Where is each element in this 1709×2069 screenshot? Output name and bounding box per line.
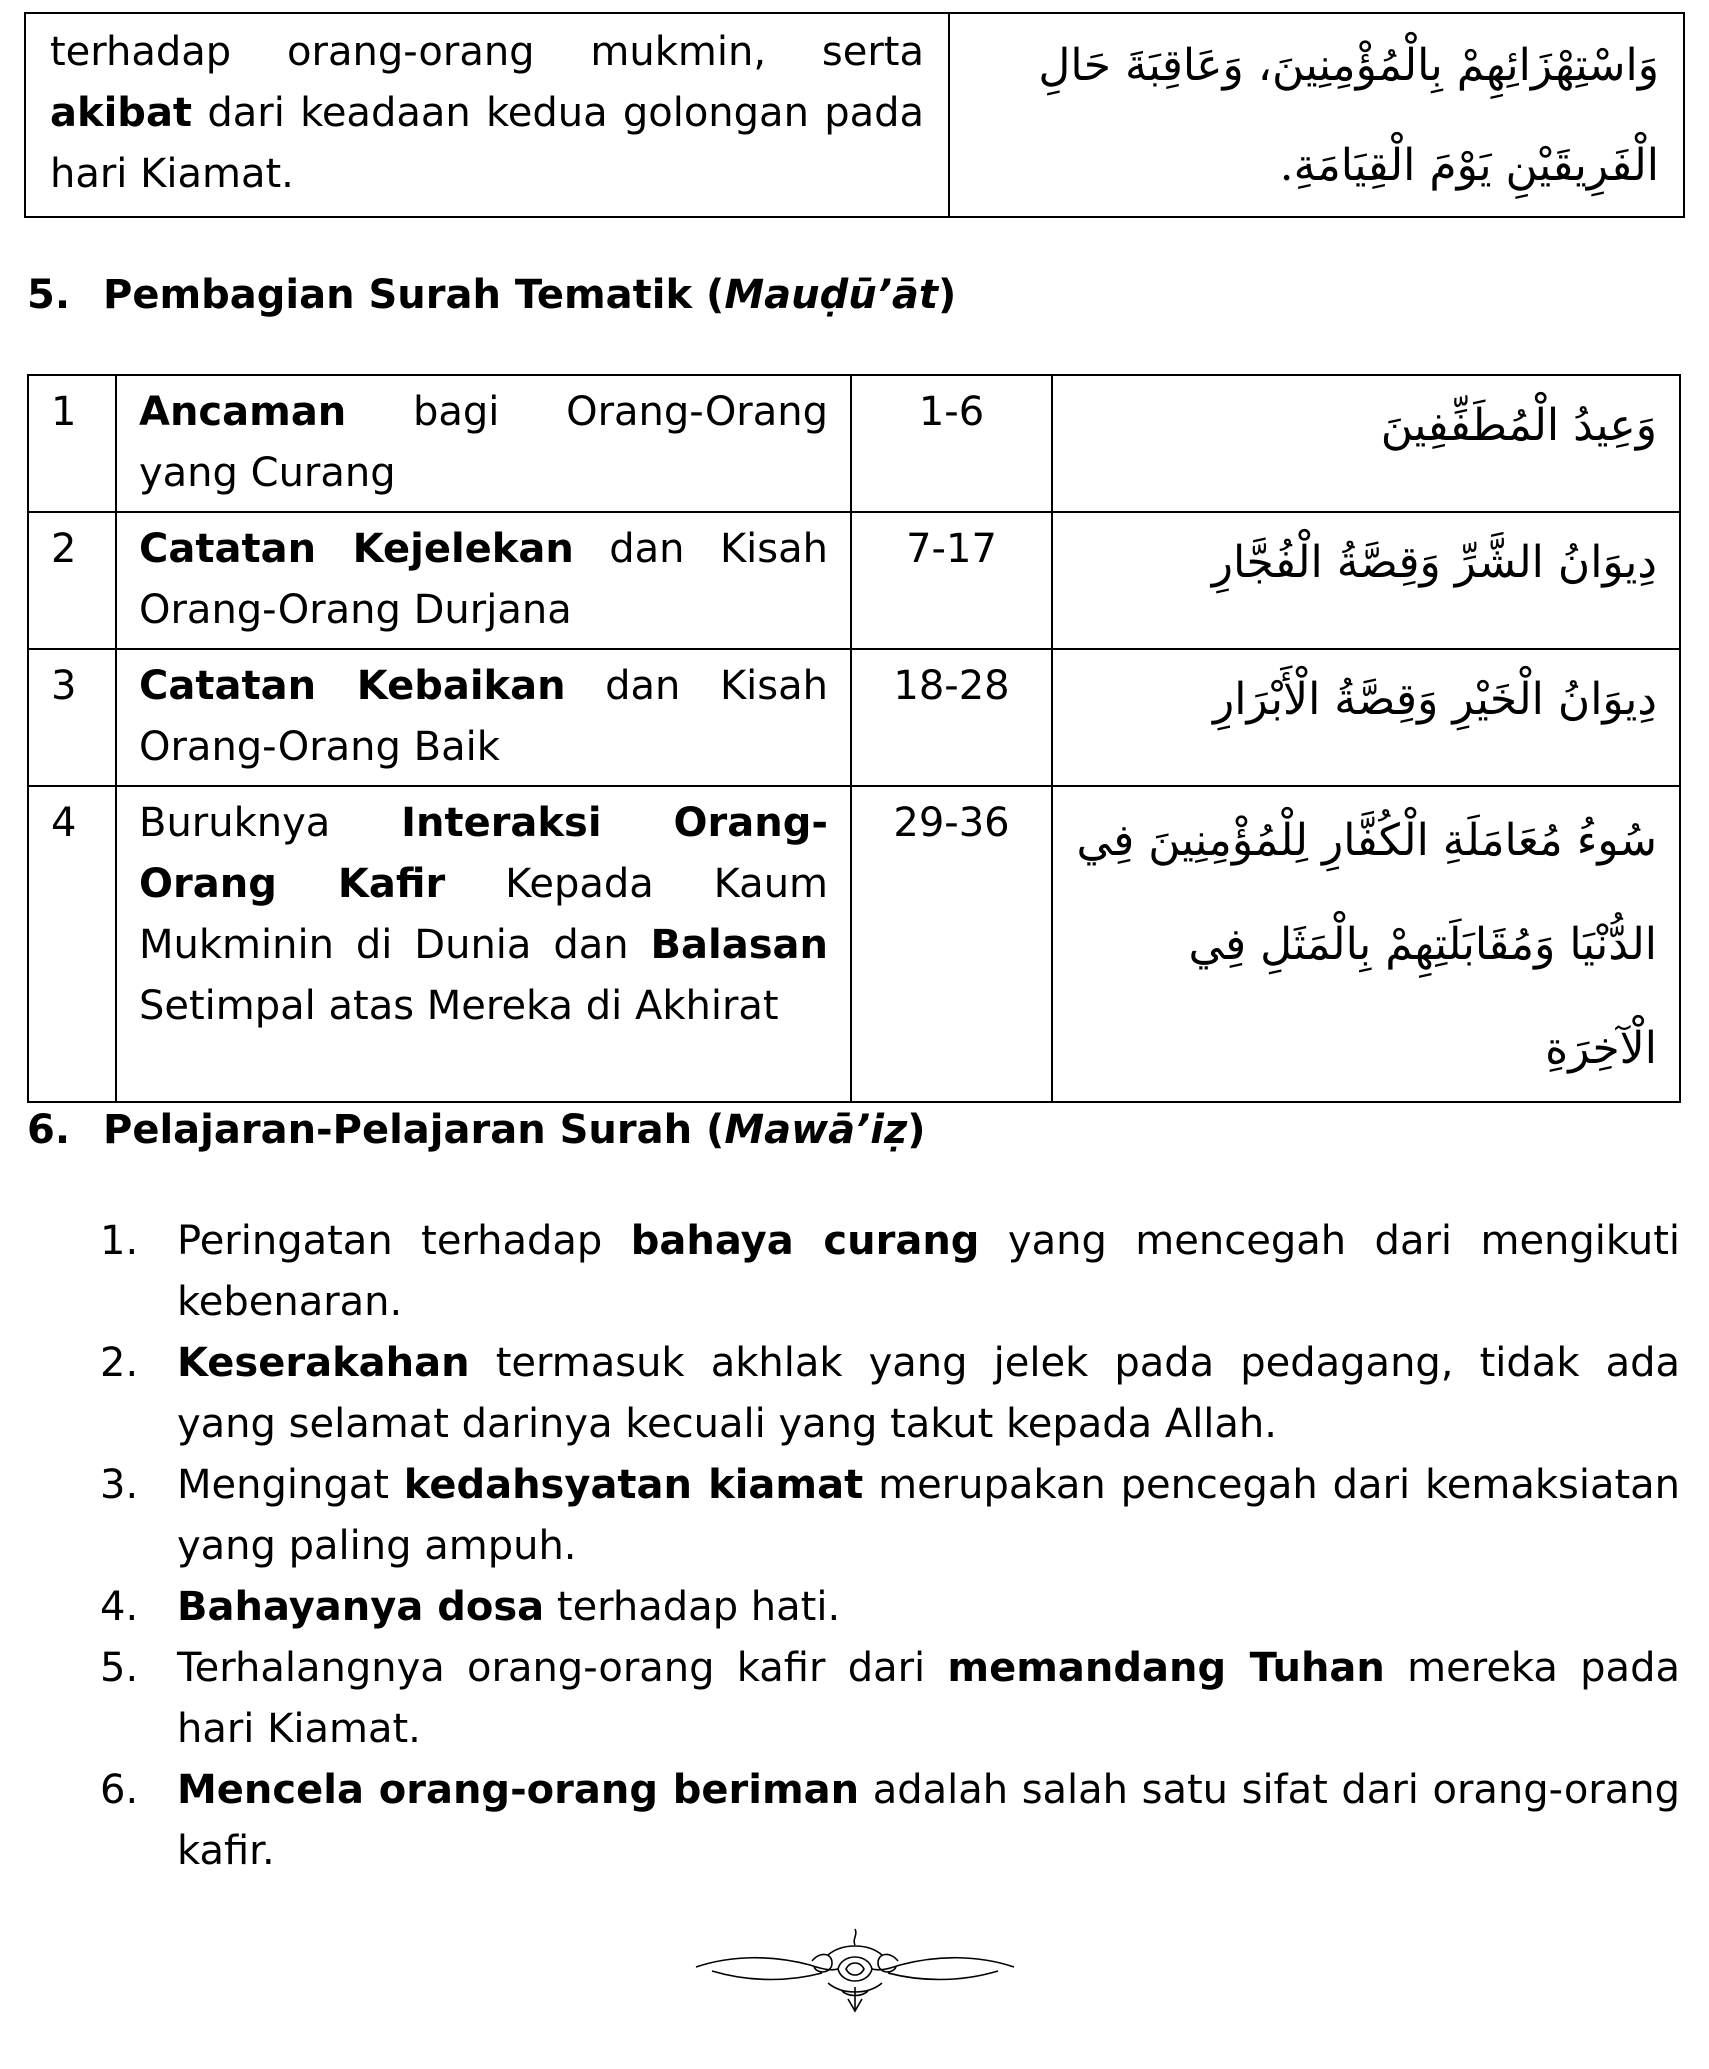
section-title: Pelajaran-Pelajaran Surah (Mawā’iẓ) — [103, 1107, 926, 1153]
theme-number: 4 — [28, 786, 116, 1102]
list-item — [100, 1455, 1680, 1577]
theme-number: 1 — [28, 375, 116, 512]
text-run: Peringatan terhadap — [177, 1218, 631, 1264]
list-item-number: 3. — [100, 1462, 139, 1508]
theme-title — [139, 793, 828, 1037]
list-item-text — [177, 1584, 840, 1630]
text-run: adalah salah satu sifat dari orang-orang kafir. — [177, 1767, 1680, 1874]
list-item-text — [177, 1645, 1680, 1752]
themes-table — [27, 374, 1681, 1103]
bold-text: Catatan Kejelekan — [139, 526, 574, 572]
text-run: terhadap hati. — [544, 1584, 841, 1630]
text-run: termasuk akhlak yang jelek pada pedagang, tidak ada yang selamat darinya kecuali yang takut kepada Allah. — [177, 1340, 1680, 1447]
text-run: terhadap orang-orang mukmin, serta — [50, 29, 924, 75]
list-item-text — [177, 1462, 1680, 1569]
arabic-text: دِيوَانُ الْخَيْرِ وَقِصَّةُ الْأَبْرَارِ — [1213, 674, 1657, 725]
list-item-text — [177, 1767, 1680, 1874]
table-row — [25, 13, 1684, 217]
bold-text: Balasan — [650, 922, 828, 968]
text-run: Setimpal atas Mereka di Akhirat — [139, 983, 779, 1029]
text-run: mereka pada hari Kiamat. — [177, 1645, 1680, 1752]
bold-text: bahaya curang — [630, 1218, 980, 1264]
text-run: dan Kisah Orang-Orang Baik — [139, 663, 828, 770]
table-row — [28, 786, 1680, 1102]
section-title-italic: Mawā’iẓ — [724, 1107, 908, 1153]
theme-title-cell — [116, 649, 851, 786]
list-item-text — [177, 1340, 1680, 1447]
bold-text: Catatan Kebaikan — [139, 663, 566, 709]
bold-text: Bahayanya dosa — [177, 1584, 545, 1630]
list-item — [100, 1577, 1680, 1638]
arabic-cell — [1052, 375, 1680, 512]
list-item — [100, 1760, 1680, 1882]
verse-range: 18-28 — [851, 649, 1052, 786]
latin-text — [50, 22, 924, 205]
table-row — [28, 375, 1680, 512]
section-number: 5. — [27, 272, 71, 318]
section-number: 6. — [27, 1107, 71, 1153]
section-6-heading — [27, 1105, 926, 1155]
theme-title — [139, 656, 828, 778]
list-item-number: 6. — [100, 1767, 139, 1813]
arabic-cell — [1052, 512, 1680, 649]
theme-title-cell — [116, 512, 851, 649]
section-5-heading — [27, 270, 956, 320]
verse-range: 1-6 — [851, 375, 1052, 512]
arabic-text: دِيوَانُ الشَّرِّ وَقِصَّةُ الْفُجَّارِ — [1211, 537, 1657, 588]
text-run: merupakan pencegah dari kemaksiatan yang paling ampuh. — [177, 1462, 1680, 1569]
ornament-divider-icon — [692, 1925, 1018, 2021]
list-item — [100, 1333, 1680, 1455]
verse-range: 29-36 — [851, 786, 1052, 1102]
theme-number: 2 — [28, 512, 116, 649]
arabic-cell — [949, 13, 1684, 217]
theme-number: 3 — [28, 649, 116, 786]
text-run: Mengingat — [177, 1462, 404, 1508]
theme-title — [139, 519, 828, 641]
text-run: Buruknya — [139, 800, 402, 846]
arabic-text: وَعِيدُ الْمُطَفِّفِينَ — [1380, 400, 1657, 451]
verse-range: 7-17 — [851, 512, 1052, 649]
text-run: dan Kisah Orang-Orang Durjana — [139, 526, 828, 633]
arabic-text: وَاسْتِهْزَائِهِمْ بِالْمُؤْمِنِينَ، وَعَاقِبَةَ حَالِ الْفَرِيقَيْنِ يَوْمَ الْقِيَامَةِ. — [1038, 40, 1659, 191]
table-row — [28, 512, 1680, 649]
lessons-list — [100, 1211, 1680, 1882]
bold-text: Interaksi Orang-Orang Kafir — [139, 800, 828, 907]
list-item-number: 1. — [100, 1218, 139, 1264]
bold-text: memandang Tuhan — [947, 1645, 1385, 1691]
theme-title-cell — [116, 786, 851, 1102]
table-row — [28, 649, 1680, 786]
arabic-cell — [1052, 786, 1680, 1102]
arabic-cell — [1052, 649, 1680, 786]
bold-text: akibat — [50, 90, 193, 136]
list-item-text — [177, 1218, 1680, 1325]
text-run: bagi Orang-Orang yang Curang — [139, 389, 828, 496]
latin-cell — [25, 13, 949, 217]
section-title-italic: Mauḍū’āt — [724, 272, 939, 318]
list-item-number: 4. — [100, 1584, 139, 1630]
text-run: dari keadaan kedua golongan pada hari Kiamat. — [50, 90, 924, 197]
theme-title — [139, 382, 828, 504]
bold-text: kedahsyatan kiamat — [403, 1462, 864, 1508]
list-item-number: 5. — [100, 1645, 139, 1691]
list-item — [100, 1211, 1680, 1333]
text-run: yang mencegah dari mengikuti kebenaran. — [177, 1218, 1680, 1325]
bold-text: Ancaman — [139, 389, 347, 435]
arabic-text: سُوءُ مُعَامَلَةِ الْكُفَّارِ لِلْمُؤْمِنِينَ فِي الدُّنْيَا وَمُقَابَلَتِهِمْ بِالْمَثَلِ فِي الْآخِرَةِ — [1076, 815, 1657, 1074]
section-title: Pembagian Surah Tematik (Mauḍū’āt) — [103, 272, 957, 318]
continuation-table — [24, 12, 1685, 218]
bold-text: Mencela orang-orang beriman — [177, 1767, 860, 1813]
theme-title-cell — [116, 375, 851, 512]
list-item-number: 2. — [100, 1340, 139, 1386]
text-run: Terhalangnya orang-orang kafir dari — [177, 1645, 948, 1691]
bold-text: Keserakahan — [177, 1340, 470, 1386]
text-run: Kepada Kaum Mukminin di Dunia dan — [139, 861, 829, 968]
list-item — [100, 1638, 1680, 1760]
